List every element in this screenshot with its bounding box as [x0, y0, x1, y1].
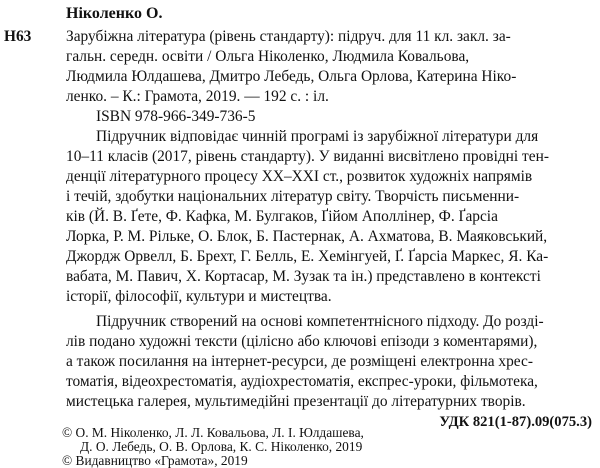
- title-line: гальн. середн. освіти / Ольга Ніколенко, Людмила Ковальова,: [66, 48, 470, 65]
- copyright-authors: Д. О. Лебедь, О. В. Орлова, К. С. Ніколенко, 2019: [80, 439, 363, 454]
- annotation-line: а також посилання на інтернет-ресурси, де розміщені електронна хрес-: [66, 353, 533, 370]
- annotation-line: мистецька галерея, мультимедійні презентації до літературних творів.: [66, 393, 526, 410]
- author-heading: Ніколенко О.: [66, 5, 163, 22]
- annotation-line: денції літературного процесу XX–XXI ст., розвиток художніх напрямів: [66, 168, 533, 185]
- classification-code: Н63: [4, 28, 32, 45]
- annotation-line: вабата, М. Павич, Х. Кортасар, М. Зузак та ін.) представлено в контексті: [66, 268, 541, 285]
- annotation-line: Джордж Орвелл, Б. Брехт, Г. Белль, Е. Хемінгуей, Ґ. Ґарсіа Маркес, Я. Ка-: [66, 248, 549, 265]
- annotation-line: томатія, відеохрестоматія, аудіохрестоматія, експрес-уроки, фільмотека,: [66, 373, 538, 390]
- title-line: ленко. – К.: Грамота, 2019. — 192 с. : іл.: [66, 88, 329, 105]
- title-line: Зарубіжна література (рівень стандарту): підруч. для 11 кл. закл. за-: [66, 28, 511, 45]
- annotation-line: і течій, здобутки національних літератур світу. Творчість письменни-: [66, 188, 520, 205]
- annotation-line: лів подано художні тексти (цілісно або ключові епізоди з коментарями),: [66, 333, 538, 350]
- annotation-line: 10–11 класів (2017, рівень стандарту). У виданні висвітлено провідні тен-: [66, 148, 549, 165]
- udk-code: УДК 821(1-87).09(075.3): [439, 414, 592, 430]
- annotation-line: Лорка, Р. М. Рільке, О. Блок, Б. Пастернак, А. Ахматова, В. Маяковський,: [66, 228, 548, 245]
- annotation-line: ків (Й. В. Ґете, Ф. Кафка, М. Булгаков, Ґійом Аполлінер, Ф. Ґарсіа: [66, 208, 498, 225]
- isbn: ISBN 978-966-349-736-5: [96, 108, 256, 125]
- annotation-line: Підручник створений на основі компетентнісного підходу. До розді-: [96, 313, 544, 330]
- annotation-line: Підручник відповідає чинній програмі із зарубіжної літератури для: [96, 128, 539, 145]
- annotation-line: історії, філософії, культури и мистецтва.: [66, 288, 332, 305]
- copyright-authors: © О. М. Ніколенко, Л. Л. Ковальова, Л. І. Юлдашева,: [62, 425, 364, 440]
- copyright-publisher: © Видавництво «Грамота», 2019: [62, 453, 248, 468]
- title-line: Людмила Юлдашева, Дмитро Лебедь, Ольга Орлова, Катерина Ніко-: [66, 68, 517, 85]
